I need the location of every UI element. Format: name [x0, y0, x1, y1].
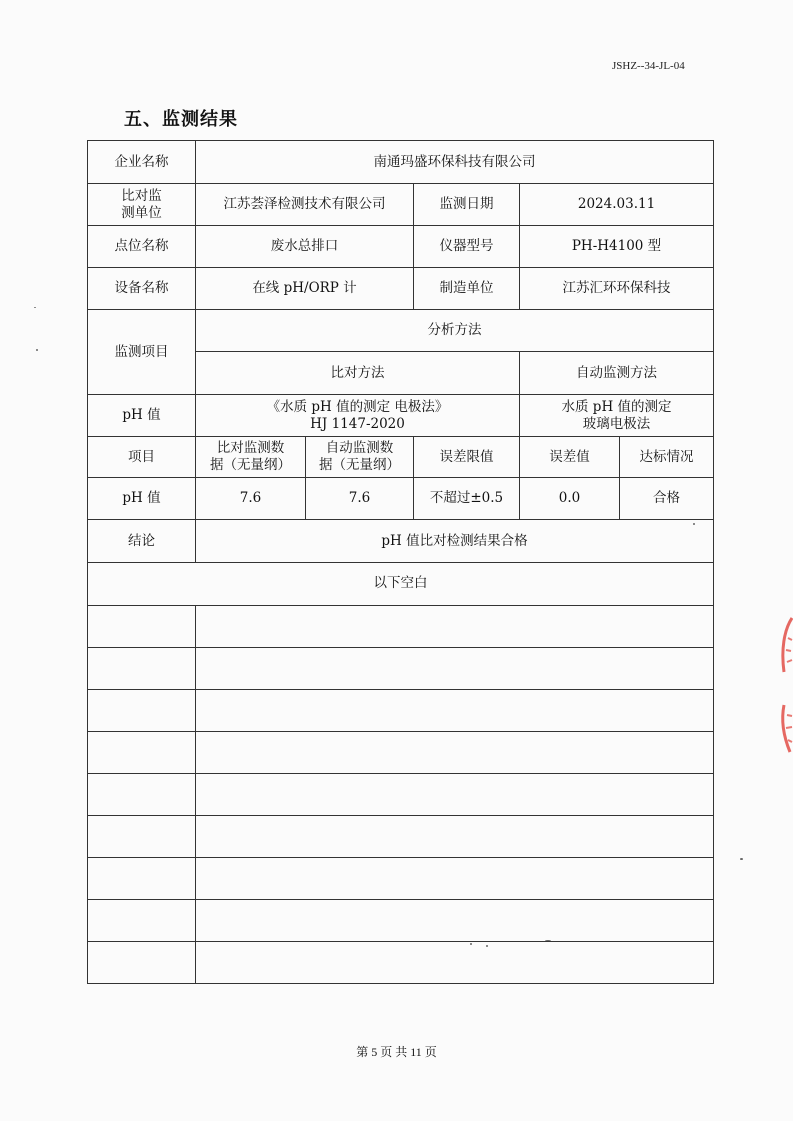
instrument-model-label: 仪器型号 — [414, 226, 520, 268]
scan-speck — [693, 523, 695, 525]
instrument-model-value: PH-H4100 型 — [520, 226, 714, 268]
section-title: 五、监测结果 — [124, 109, 238, 130]
table-row-point — [88, 226, 714, 268]
conclusion-value: pH 值比对检测结果合格 — [196, 520, 714, 563]
point-label: 点位名称 — [88, 226, 196, 268]
blank-cell — [196, 773, 714, 815]
blank-cell — [196, 941, 714, 983]
scan-speck — [545, 940, 551, 941]
ph-value-label: pH 值 — [88, 478, 196, 520]
table-row-compare-unit — [88, 184, 714, 226]
error-limit-value: 不超过±0.5 — [414, 478, 520, 520]
table-row-blank-note — [88, 563, 714, 605]
blank-cell — [196, 857, 714, 899]
company-label: 企业名称 — [88, 141, 196, 184]
blank-cell — [88, 647, 196, 689]
scan-speck — [36, 349, 38, 351]
error-limit-header: 误差限值 — [414, 437, 520, 478]
compare-method-value: 《水质 pH 值的测定 电极法》 HJ 1147-2020 — [196, 395, 520, 437]
blank-below-note: 以下空白 — [88, 563, 714, 605]
table-row-ph-method — [88, 395, 714, 437]
blank-cell — [88, 605, 196, 647]
blank-cell — [88, 815, 196, 857]
table-row-blank — [88, 857, 714, 899]
ph-method-label: pH 值 — [88, 395, 196, 437]
table-row-method-header — [88, 310, 714, 352]
table-row-blank — [88, 689, 714, 731]
blank-cell — [196, 605, 714, 647]
compare-data-value: 7.6 — [196, 478, 306, 520]
compliance-header: 达标情况 — [620, 437, 714, 478]
table-row-conclusion — [88, 520, 714, 563]
manufacturer-label: 制造单位 — [414, 268, 520, 310]
table-row-blank — [88, 731, 714, 773]
document-code: JSHZ--34-JL-04 — [612, 60, 685, 72]
blank-cell — [88, 689, 196, 731]
device-value: 在线 pH/ORP 计 — [196, 268, 414, 310]
blank-cell — [196, 689, 714, 731]
scan-speck — [740, 858, 743, 860]
blank-cell — [88, 731, 196, 773]
blank-cell — [196, 731, 714, 773]
compare-unit-value: 江苏荟泽检测技术有限公司 — [196, 184, 414, 226]
blank-cell — [88, 899, 196, 941]
company-value: 南通玛盛环保科技有限公司 — [196, 141, 714, 184]
monitoring-date-value: 2024.03.11 — [520, 184, 714, 226]
page-number: 第 5 页 共 11 页 — [356, 1045, 437, 1059]
red-seal-stamp-edge — [778, 610, 793, 760]
table-row-company — [88, 141, 714, 184]
table-row-blank — [88, 647, 714, 689]
blank-cell — [88, 773, 196, 815]
scan-speck — [486, 945, 488, 947]
compare-method-label: 比对方法 — [196, 352, 520, 395]
auto-method-value: 水质 pH 值的测定 玻璃电极法 — [520, 395, 714, 437]
blank-cell — [196, 899, 714, 941]
table-row-device — [88, 268, 714, 310]
compare-data-header: 比对监测数 据（无量纲） — [196, 437, 306, 478]
scan-speck — [470, 943, 472, 945]
blank-cell — [196, 647, 714, 689]
auto-data-header: 自动监测数 据（无量纲） — [306, 437, 414, 478]
table-row-blank — [88, 941, 714, 983]
table-row-ph-value — [88, 478, 714, 520]
table-row-data-headers — [88, 437, 714, 478]
table-row-blank — [88, 605, 714, 647]
table-row-blank — [88, 899, 714, 941]
compare-unit-label: 比对监 测单位 — [88, 184, 196, 226]
table-row-blank — [88, 815, 714, 857]
blank-cell — [88, 941, 196, 983]
error-value: 0.0 — [520, 478, 620, 520]
auto-data-value: 7.6 — [306, 478, 414, 520]
error-value-header: 误差值 — [520, 437, 620, 478]
device-label: 设备名称 — [88, 268, 196, 310]
point-value: 废水总排口 — [196, 226, 414, 268]
blank-cell — [196, 815, 714, 857]
auto-method-label: 自动监测方法 — [520, 352, 714, 395]
monitoring-item-label: 监测项目 — [88, 310, 196, 395]
item-header: 项目 — [88, 437, 196, 478]
manufacturer-value: 江苏汇环环保科技 — [520, 268, 714, 310]
blank-cell — [88, 857, 196, 899]
compliance-value: 合格 — [620, 478, 714, 520]
conclusion-label: 结论 — [88, 520, 196, 563]
monitoring-date-label: 监测日期 — [414, 184, 520, 226]
monitoring-results-table — [87, 140, 714, 984]
analysis-method-label: 分析方法 — [196, 310, 714, 352]
table-row-blank — [88, 773, 714, 815]
scan-speck — [34, 307, 36, 308]
